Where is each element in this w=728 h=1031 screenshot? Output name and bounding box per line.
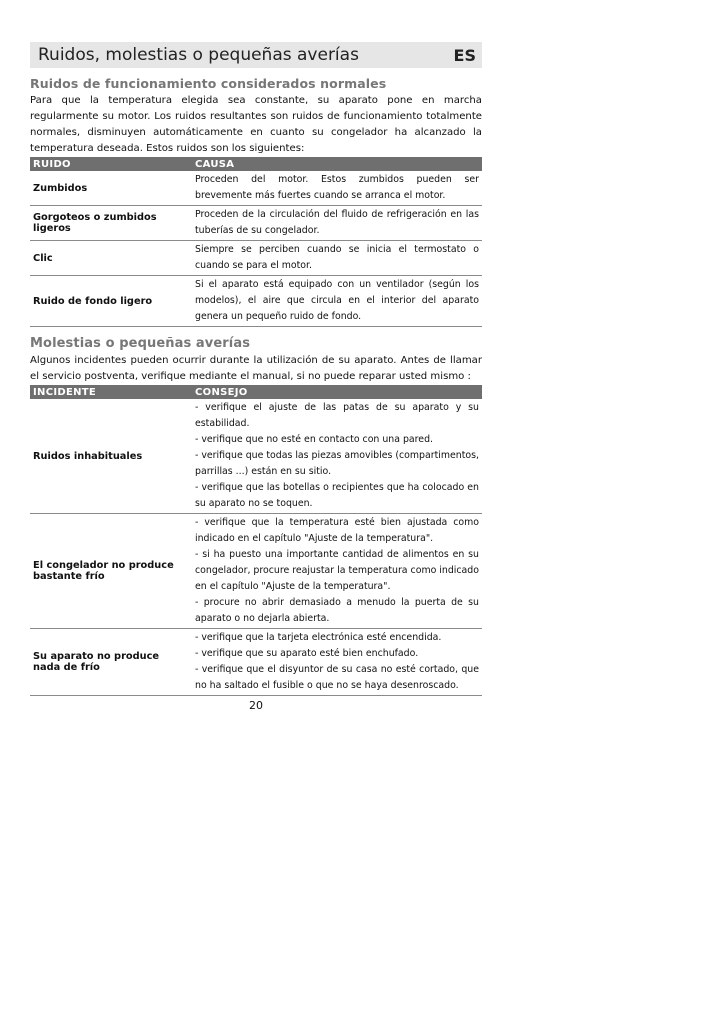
advice-line: - verifique que no esté en contacto con una pared. bbox=[195, 434, 434, 445]
table-row bbox=[30, 629, 482, 696]
table-row bbox=[30, 171, 482, 206]
language-code: ES bbox=[453, 45, 476, 65]
table-row bbox=[30, 241, 482, 276]
title-bar bbox=[30, 42, 482, 68]
advice-line: - verifique que la tarjeta electrónica esté encendida. bbox=[195, 632, 442, 643]
section-intro-troubleshooting: Algunos incidentes pueden ocurrir durante la utilización de su aparato. Antes de llamar el servicio postventa, verifique mediante el manual, si no puede reparar usted mismo : bbox=[30, 355, 482, 382]
advice-line: - si ha puesto una importante cantidad de alimentos en su congelador, procure reajustar la temperatura como indicado en el capítulo "Ajuste de la temperatura". bbox=[195, 549, 479, 592]
advice-line: - verifique que todas las piezas amovibles (compartimentos, parrillas ...) están en su sitio. bbox=[195, 450, 479, 477]
noise-name: Clic bbox=[30, 241, 192, 276]
noise-name: Gorgoteos o zumbidos ligeros bbox=[30, 206, 192, 241]
incident-name: El congelador no produce bastante frío bbox=[30, 514, 192, 629]
noise-cause: Proceden de la circulación del fluido de refrigeración en las tuberías de su congelador. bbox=[192, 206, 482, 241]
incident-name: Ruidos inhabituales bbox=[30, 399, 192, 514]
advice-line: - verifique que su aparato esté bien enchufado. bbox=[195, 648, 419, 659]
noise-cause: Proceden del motor. Estos zumbidos pueden ser brevemente más fuertes cuando se arranca el motor. bbox=[192, 171, 482, 206]
troubleshooting-table bbox=[30, 385, 482, 696]
column-header-advice: CONSEJO bbox=[192, 385, 482, 399]
advice-line: - verifique que la temperatura esté bien ajustada como indicado en el capítulo "Ajuste de la temperatura". bbox=[195, 517, 479, 544]
table-row bbox=[30, 399, 482, 514]
advice-line: - verifique que el disyuntor de su casa no esté cortado, que no ha saltado el fusible o que no se haya desenroscado. bbox=[195, 664, 479, 691]
page bbox=[30, 42, 482, 696]
noise-table bbox=[30, 157, 482, 327]
noise-cause: Siempre se perciben cuando se inicia el termostato o cuando se para el motor. bbox=[192, 241, 482, 276]
noise-name: Ruido de fondo ligero bbox=[30, 276, 192, 327]
noise-name: Zumbidos bbox=[30, 171, 192, 206]
table-row bbox=[30, 206, 482, 241]
advice-line: - verifique el ajuste de las patas de su aparato y su estabilidad. bbox=[195, 402, 479, 429]
incident-advice bbox=[192, 399, 482, 514]
incident-advice bbox=[192, 514, 482, 629]
advice-line: - verifique que las botellas o recipientes que ha colocado en su aparato no se toquen. bbox=[195, 482, 479, 509]
noise-cause: Si el aparato está equipado con un ventilador (según los modelos), el aire que circula en el interior del aparato genera un pequeño ruido de fondo. bbox=[192, 276, 482, 327]
advice-line: - procure no abrir demasiado a menudo la puerta de su aparato o no dejarla abierta. bbox=[195, 597, 479, 624]
page-title: Ruidos, molestias o pequeñas averías bbox=[38, 45, 359, 65]
section-heading-normal-noises: Ruidos de funcionamiento considerados normales bbox=[30, 76, 387, 91]
section-intro-normal-noises: Para que la temperatura elegida sea constante, su aparato pone en marcha regularmente su motor. Los ruidos resultantes son ruidos de funcionamiento totalmente normales, disminuyen automáticamente en cuanto su congelador ha alcanzado la temperatura deseada. Estos ruidos son los siguientes: bbox=[30, 95, 482, 154]
page-number: 20 bbox=[249, 699, 263, 712]
table-row bbox=[30, 514, 482, 629]
column-header-noise: RUIDO bbox=[30, 157, 192, 171]
incident-name: Su aparato no produce nada de frío bbox=[30, 629, 192, 696]
incident-advice bbox=[192, 629, 482, 696]
column-header-cause: CAUSA bbox=[192, 157, 482, 171]
section-heading-troubleshooting: Molestias o pequeñas averías bbox=[30, 336, 251, 351]
column-header-incident: INCIDENTE bbox=[30, 385, 192, 399]
table-row bbox=[30, 276, 482, 327]
